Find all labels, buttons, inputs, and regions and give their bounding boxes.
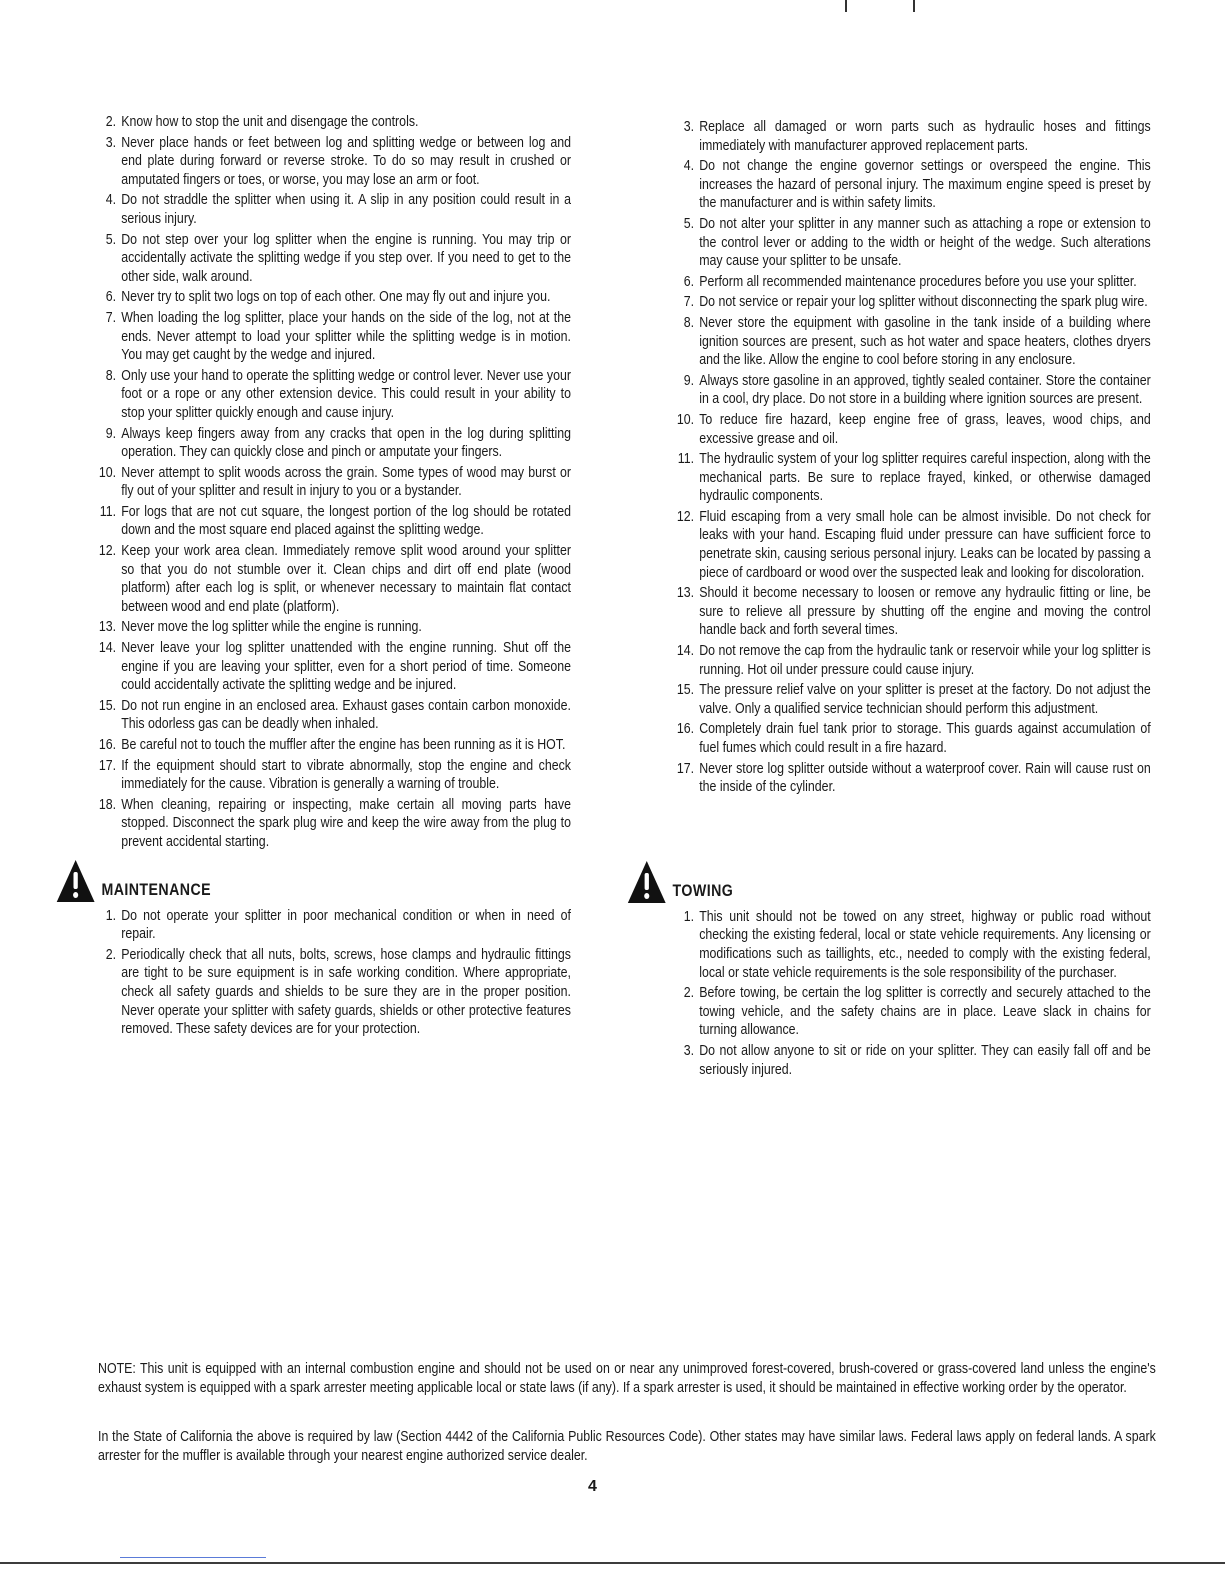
list-item	[676, 984, 1151, 1040]
item-text: Do not run engine in an enclosed area. Exhaust gases contain carbon monoxide. This odorless gas can be deadly when inhaled.	[121, 697, 571, 733]
item-number: 17.	[98, 757, 117, 774]
list-item	[98, 796, 571, 852]
item-text: Always keep fingers away from any cracks that open in the log during splitting operation. They can quickly close and pinch or amputate your fingers.	[121, 425, 571, 461]
item-text: Only use your hand to operate the splitting wedge or control lever. Never use your foot or a rope or any other extension device. This could result in your ability to stop your splitter quickly enough and cause injury.	[121, 367, 571, 421]
list-item	[676, 314, 1151, 370]
list-item	[98, 134, 571, 190]
list-item	[98, 618, 571, 637]
list-item	[676, 681, 1151, 718]
item-number: 11.	[677, 451, 695, 468]
item-number: 14.	[676, 643, 695, 660]
item-text: Do not change the engine governor settings or overspeed the engine. This increases the hazard of personal injury. The maximum engine speed is preset by the manufacturer and is within safety limits.	[699, 158, 1151, 212]
california-paragraph: In the State of California the above is required by law (Section 4442 of the California Public Resources Code). Other states may have similar laws. Federal laws apply on federal lands. A spark arrester for the muffler is available through your nearest engine authorized service dealer.	[98, 1429, 1156, 1464]
warning-triangle-icon	[55, 858, 96, 904]
item-number: 3.	[683, 1042, 695, 1059]
item-text: Should it become necessary to loosen or remove any hydraulic fitting or line, be sure to relieve all pressure by shutting off the engine and moving the control handle back and forth several times.	[699, 585, 1151, 639]
right-column	[672, 118, 1151, 1081]
item-text: For logs that are not cut square, the longest portion of the log should be rotated down and the most square end placed against the splitting wedge.	[121, 503, 571, 539]
item-number: 8.	[683, 314, 695, 331]
item-number: 4.	[683, 158, 695, 175]
list-item	[676, 760, 1151, 797]
item-number: 6.	[105, 289, 117, 306]
item-text: Completely drain fuel tank prior to storage. This guards against accumulation of fuel fumes which could result in a fire hazard.	[699, 721, 1151, 756]
item-number: 7.	[683, 294, 695, 311]
item-number: 5.	[683, 215, 695, 232]
item-number: 2.	[683, 985, 695, 1002]
item-text: Periodically check that all nuts, bolts, screws, hose clamps and hydraulic fittings are tight to be sure equipment is in safe working condition. Where appropriate, check all safety guards and shields to be sure they are in the proper position. Never operate your splitter with safety guards, shields or other protective features removed. These safety devices are for your protection.	[121, 946, 571, 1038]
item-number: 8.	[105, 367, 117, 384]
item-number: 13.	[98, 619, 117, 636]
list-item	[676, 157, 1151, 213]
left-column	[98, 113, 571, 1041]
item-text: If the equipment should start to vibrate abnormally, stop the engine and check immediately for the cause. Vibration is generally a warning of trouble.	[121, 757, 571, 793]
item-text: Never store log splitter outside without a waterproof cover. Rain will cause rust on the inside of the cylinder.	[699, 760, 1151, 796]
item-number: 3.	[683, 119, 695, 135]
maintenance-list	[98, 907, 571, 1039]
list-item	[676, 508, 1151, 582]
item-number: 2.	[105, 946, 117, 963]
item-number: 15.	[98, 697, 117, 714]
item-text: Perform all recommended maintenance procedures before you use your splitter.	[699, 273, 1137, 290]
item-text: This unit should not be towed on any street, highway or public road without checking the existing federal, local or state vehicle requirements. Any licensing or modifications such as taillights, etc., needed to comply with the existing federal, local or state vehicle requirements is the sole responsibility of the purchaser.	[699, 908, 1151, 981]
list-item	[676, 293, 1151, 312]
list-item	[98, 639, 571, 695]
list-item	[676, 273, 1151, 292]
towing-heading: TOWING	[672, 882, 734, 901]
page-number: 4	[588, 1478, 597, 1495]
list-item	[98, 464, 571, 501]
list-item	[676, 411, 1151, 448]
list-item	[676, 1042, 1151, 1079]
list-item	[98, 113, 571, 132]
item-number: 18.	[98, 796, 117, 813]
list-item	[98, 191, 571, 228]
item-text: Do not straddle the splitter when using it. A slip in any position could result in a serious injury.	[121, 192, 571, 227]
item-number: 16.	[98, 737, 117, 753]
list-item	[676, 908, 1151, 982]
item-text: Do not operate your splitter in poor mechanical condition or when in need of repair.	[121, 907, 571, 943]
safety-list-left	[98, 113, 571, 852]
list-item	[676, 215, 1151, 271]
list-item	[98, 946, 571, 1039]
scan-mark	[845, 0, 847, 12]
item-text: Do not remove the cap from the hydraulic tank or reservoir while your log splitter is running. Hot oil under pressure could cause injury.	[699, 643, 1151, 678]
item-text: Never move the log splitter while the engine is running.	[121, 619, 422, 636]
list-item	[676, 450, 1151, 506]
list-item	[98, 907, 571, 944]
item-text: Always store gasoline in an approved, tightly sealed container. Store the container in a cool, dry place. Do not store in a building where ignition sources are present.	[699, 372, 1151, 408]
item-number: 3.	[105, 134, 117, 151]
safety-list-right	[676, 118, 1151, 797]
item-number: 12.	[98, 543, 117, 560]
item-text: Before towing, be certain the log splitter is correctly and securely attached to the towing vehicle, and the safety chains are in place. Leave slack in chains for turning allowance.	[699, 985, 1151, 1039]
list-item	[676, 642, 1151, 679]
item-text: Never attempt to split woods across the grain. Some types of wood may burst or fly out of your splitter and result in injury to you or a bystander.	[121, 464, 571, 500]
item-number: 1.	[105, 907, 117, 924]
item-number: 11.	[99, 503, 117, 520]
list-item	[676, 118, 1151, 155]
item-number: 13.	[676, 585, 695, 602]
item-text: Be careful not to touch the muffler after the engine has been running as it is HOT.	[121, 737, 566, 753]
item-text: Keep your work area clean. Immediately remove split wood around your splitter so that you do not stumble over it. Clean chips and dirt off end plate (wood platform) after each log is split, or whenever necessary to maintain flat contact between wood and end plate (platform).	[121, 543, 571, 615]
bottom-rule	[0, 1562, 1225, 1564]
list-item	[98, 425, 571, 462]
list-item	[98, 736, 571, 755]
list-item	[98, 697, 571, 734]
maintenance-heading: MAINTENANCE	[101, 880, 212, 899]
item-text: The pressure relief valve on your splitter is preset at the factory. Do not adjust the valve. Only a qualified service technician should perform this adjustment.	[699, 682, 1151, 717]
list-item	[98, 309, 571, 365]
item-number: 16.	[676, 721, 695, 738]
note-paragraph: NOTE: This unit is equipped with an internal combustion engine and should not be used on or near any unimproved forest-covered, brush-covered or grass-covered land unless the engine's exhaust system is equipped with a spark arrester meeting applicable local or state laws (if any). If a spark arrester is used, it should be maintained in effective working order by the operator.	[98, 1361, 1156, 1396]
item-text: Never store the equipment with gasoline in the tank inside of a building where ignition sources are present, such as hot water and space heaters, clothes dryers and the like. Allow the engine to cool before storing in any enclosure.	[699, 314, 1151, 369]
list-item	[98, 503, 571, 540]
towing-list	[676, 908, 1151, 1079]
warning-triangle-icon	[626, 859, 667, 905]
item-text: Never try to split two logs on top of each other. One may fly out and injure you.	[121, 289, 551, 306]
item-number: 12.	[676, 508, 695, 525]
list-item	[676, 720, 1151, 757]
item-text: Never leave your log splitter unattended with the engine running. Shut off the engine if you are leaving your splitter, even for a short period of time. Someone could accidentally activate the splitting wedge and be injured.	[121, 640, 571, 694]
item-number: 7.	[105, 309, 117, 326]
item-number: 14.	[98, 640, 117, 657]
item-number: 6.	[683, 273, 695, 290]
list-item	[98, 367, 571, 423]
item-text: Do not step over your log splitter when the engine is running. You may trip or accidentally activate the splitting wedge if you step over. If you need to get to the other side, walk around.	[121, 231, 571, 285]
towing-heading-row	[626, 859, 1151, 905]
list-item	[98, 288, 571, 307]
item-number: 10.	[676, 411, 695, 428]
item-number: 17.	[676, 760, 695, 777]
item-number: 2.	[105, 114, 117, 130]
list-item	[676, 372, 1151, 409]
item-text: To reduce fire hazard, keep engine free of grass, leaves, wood chips, and excessive grease and oil.	[699, 411, 1151, 447]
list-item	[98, 757, 571, 794]
item-number: 9.	[105, 425, 117, 442]
item-text: Do not service or repair your log splitter without disconnecting the spark plug wire.	[699, 294, 1148, 311]
item-text: Do not alter your splitter in any manner such as attaching a rope or extension to the control lever or adding to the width or height of the wedge. Such alterations may cause your splitter to be unsafe.	[699, 215, 1151, 270]
item-text: When loading the log splitter, place your hands on the side of the log, not at the ends. Never attempt to load your splitter while the splitting wedge is in motion. You may get caught by the wedge and injured.	[121, 309, 571, 364]
item-text: Do not allow anyone to sit or ride on your splitter. They can easily fall off and be seriously injured.	[699, 1042, 1151, 1078]
item-text: Never place hands or feet between log and splitting wedge or between log and end plate during forward or reverse stroke. To do so may result in crushed or amputated fingers or toes, or worse, you may lose an arm or foot.	[121, 134, 571, 188]
item-number: 10.	[98, 464, 117, 481]
item-text: When cleaning, repairing or inspecting, make certain all moving parts have stopped. Disconnect the spark plug wire and keep the wire away from the plug to prevent accidental starting.	[121, 796, 571, 850]
list-item	[98, 231, 571, 287]
list-item	[676, 584, 1151, 640]
item-number: 5.	[105, 231, 117, 248]
item-text: Know how to stop the unit and disengage the controls.	[121, 114, 419, 130]
item-text: Replace all damaged or worn parts such as hydraulic hoses and fittings immediately with manufacturer approved replacement parts.	[699, 119, 1151, 154]
item-number: 9.	[683, 372, 695, 389]
item-number: 1.	[683, 908, 695, 925]
item-text: The hydraulic system of your log splitter requires careful inspection, along with the mechanical parts. Be sure to replace frayed, kinked, or otherwise damaged hydraulic components.	[699, 451, 1151, 505]
maintenance-heading-row	[55, 858, 571, 904]
item-text: Fluid escaping from a very small hole can be almost invisible. Do not check for leaks with your hand. Escaping fluid under pressure can have sufficient force to penetrate skin, causing serious personal injury. Leaks can be located by passing a piece of cardboard or wood over the suspected leak and looking for discoloration.	[699, 508, 1151, 581]
scan-mark	[913, 0, 915, 12]
list-item	[98, 542, 571, 616]
item-number: 4.	[105, 192, 117, 209]
blue-underline	[120, 1557, 266, 1558]
item-number: 15.	[676, 682, 695, 699]
